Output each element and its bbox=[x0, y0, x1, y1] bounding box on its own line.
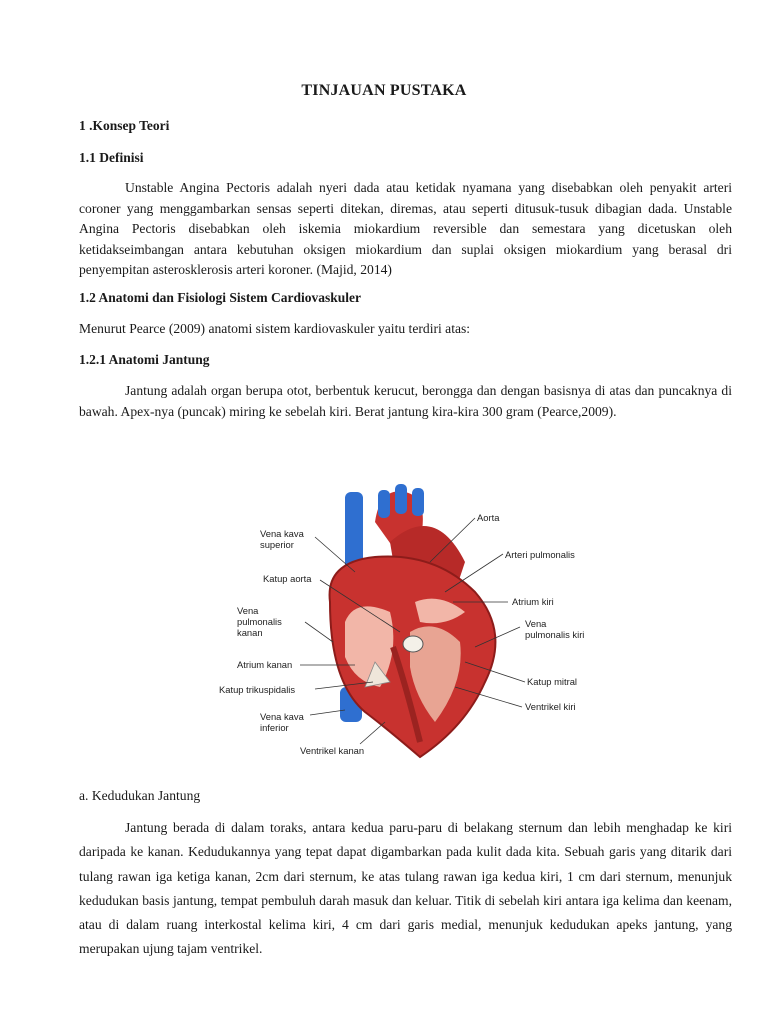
paragraph-definisi: Unstable Angina Pectoris adalah nyeri dada atau ketidak nyamana yang disebabkan oleh penyakit arteri coroner yang menggambarkan sensas seperti ditekan, diremas, atau seperti ditusuk-tusuk dibagian dada. Unstable Angina Pectoris disebabkan oleh iskemia miokardium reversible dan semestara yang dicetuskan oleh ketidakseimbangan antara kebutuhan oksigen miokardium dan suplai oksigen miokardium yang berasal dri penyempitan asterosklerosis arteri koroner. (Majid, 2014) bbox=[79, 180, 732, 277]
label-arteri-pulmonalis: Arteri pulmonalis bbox=[505, 549, 575, 560]
label-katup-mitral: Katup mitral bbox=[527, 676, 578, 687]
label-vena-pulmonalis-kiri: Vena pulmonalis kiri bbox=[525, 618, 585, 640]
heading-definisi: 1.1 Definisi bbox=[79, 150, 144, 165]
paragraph-kedudukan-jantung: Jantung berada di dalam toraks, antara kedua paru-paru di belakang sternum dan lebih menghadap ke kiri daripada ke kanan. Kedudukannya yang tepat dapat digambarkan pada kulit dada kita. Sebuah garis yang ditarik dari tulang rawan iga ketiga kanan, 2cm dari sternum, ke atas tulang rawan iga kedua kiri, 1 cm dari sternum, menunjuk kedudukan basis jantung, tempat pembuluh darah masuk dan keluar. Titik di sebelah kiri antara iga kelima dan keenam, atau di dalam ruang interkostal kelima kiri, 4 cm dari garis medial, menunjuk kedudukan apeks jantung, yang merupakan ujung tajam ventrikel. bbox=[79, 820, 732, 957]
heading-konsep-teori: 1 .Konsep Teori bbox=[79, 118, 170, 133]
label-aorta: Aorta bbox=[477, 512, 500, 523]
heading-anatomi-jantung: 1.2.1 Anatomi Jantung bbox=[79, 352, 210, 367]
label-vena-kava-inferior: Vena kava inferior bbox=[260, 711, 304, 733]
paragraph-anatomi-jantung: Jantung adalah organ berupa otot, berbentuk kerucut, berongga dan dengan basisnya di atas dan puncaknya di bawah. Apex-nya (puncak) miring ke sebelah kiri. Berat jantung kira-kira 300 gram (Pearce,2009). bbox=[79, 383, 732, 419]
page-title: TINJAUAN PUSTAKA bbox=[301, 82, 467, 99]
label-katup-trikuspidalis: Katup trikuspidalis bbox=[219, 684, 296, 695]
label-vena-kava-superior: Vena kava superior bbox=[260, 528, 304, 550]
subheading-kedudukan-jantung: a. Kedudukan Jantung bbox=[79, 788, 201, 803]
label-atrium-kanan: Atrium kanan bbox=[237, 659, 293, 670]
label-katup-aorta: Katup aorta bbox=[263, 573, 312, 584]
label-ventrikel-kiri: Ventrikel kiri bbox=[525, 701, 576, 712]
label-atrium-kiri: Atrium kiri bbox=[512, 596, 554, 607]
label-vena-pulmonalis-kanan: Vena pulmonalis kanan bbox=[237, 605, 282, 638]
heading-anatomi-fisiologi: 1.2 Anatomi dan Fisiologi Sistem Cardiovaskuler bbox=[79, 290, 362, 305]
label-ventrikel-kanan: Ventrikel kanan bbox=[300, 745, 365, 756]
paragraph-menurut: Menurut Pearce (2009) anatomi sistem kardiovaskuler yaitu terdiri atas: bbox=[79, 321, 471, 336]
heart-anatomy-figure bbox=[215, 482, 605, 772]
